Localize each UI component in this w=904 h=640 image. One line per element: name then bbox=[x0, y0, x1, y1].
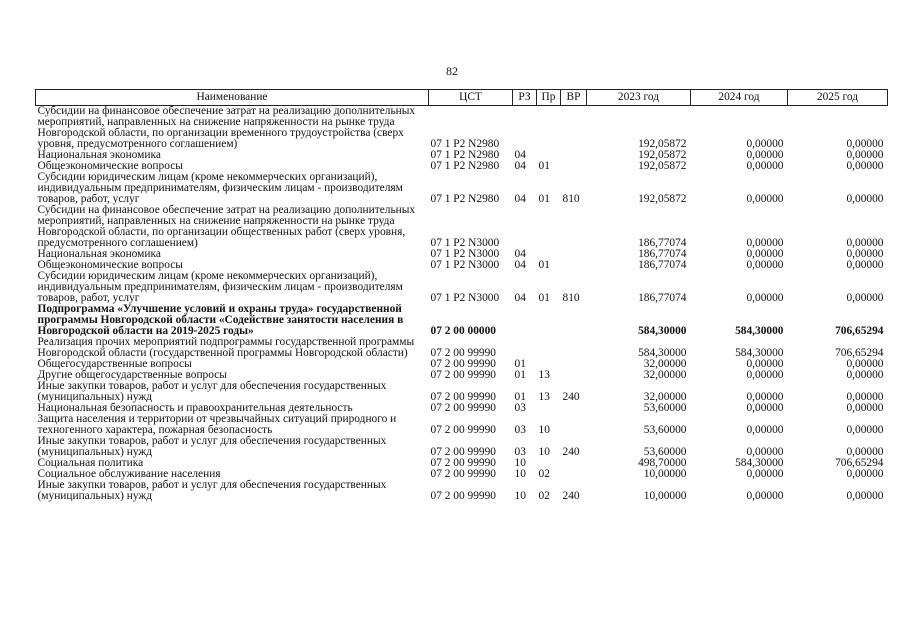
cell-cst: 07 2 00 99990 bbox=[430, 358, 496, 370]
cell-vr bbox=[561, 106, 587, 151]
cell-cst: 07 2 00 00000 bbox=[430, 325, 496, 337]
cell-cst: 07 2 00 99990 bbox=[430, 424, 496, 436]
cell-pr: 01 bbox=[538, 160, 550, 172]
cell-name: Субсидии на финансовое обеспечение затрат на реализацию дополнительных мероприятий, направленных на снижение напряженности на рынке труда Новгородской области, по организации общественных работ (сверх уровня, предусмотренного соглашением) bbox=[37, 204, 416, 249]
cell-cst: 07 1 Р2 N2980 bbox=[430, 160, 500, 172]
cell-2023: 186,77074 bbox=[638, 292, 687, 304]
cell-vr bbox=[561, 370, 587, 381]
cell-2024: 0,00000 bbox=[746, 446, 784, 458]
cell-vr bbox=[561, 150, 587, 161]
cell-cst: 07 2 00 99990 bbox=[430, 369, 496, 381]
cell-pr bbox=[537, 403, 561, 414]
cell-2025: 706,65294 bbox=[835, 457, 884, 469]
cell-pr bbox=[537, 205, 561, 249]
cell-vr bbox=[561, 403, 587, 414]
cell-pr bbox=[537, 304, 561, 337]
cell-name: Другие общегосударственные вопросы bbox=[37, 369, 227, 381]
cell-cst: 07 2 00 99990 bbox=[430, 347, 496, 359]
cell-name: Национальная безопасность и правоохранительная деятельность bbox=[37, 402, 353, 414]
cell-2024: 0,00000 bbox=[746, 490, 784, 502]
cell-vr: 240 bbox=[562, 446, 580, 458]
header-2024: 2024 год bbox=[691, 90, 788, 106]
cell-name: Иные закупки товаров, работ и услуг для обеспечения государственных (муниципальных) нужд bbox=[37, 479, 387, 502]
cell-2023: 192,05872 bbox=[638, 149, 687, 161]
cell-cst: 07 1 Р2 N3000 bbox=[430, 237, 500, 249]
cell-cst: 07 2 00 99990 bbox=[430, 446, 496, 458]
cell-vr: 810 bbox=[562, 193, 580, 205]
cell-vr: 240 bbox=[562, 490, 580, 502]
cell-cst: 07 1 Р2 N3000 bbox=[430, 292, 500, 304]
cell-2024: 0,00000 bbox=[746, 237, 784, 249]
cell-2023: 32,00000 bbox=[643, 391, 687, 403]
cell-2023: 53,60000 bbox=[643, 424, 687, 436]
table-row bbox=[36, 414, 888, 436]
cell-2024: 0,00000 bbox=[746, 402, 784, 414]
cell-2025: 0,00000 bbox=[846, 237, 884, 249]
cell-cst: 07 1 Р2 N2980 bbox=[430, 149, 500, 161]
cell-name: Социальное обслуживание населения bbox=[37, 468, 221, 480]
cell-cst: 07 1 Р2 N2980 bbox=[430, 193, 500, 205]
cell-2025: 0,00000 bbox=[846, 248, 884, 260]
cell-name: Реализация прочих мероприятий подпрограммы государственной программы Новгородской области (государственной программы Новгородской области) bbox=[37, 336, 415, 359]
cell-name: Иные закупки товаров, работ и услуг для обеспечения государственных (муниципальных) нужд bbox=[37, 380, 387, 403]
cell-2023: 192,05872 bbox=[638, 160, 687, 172]
cell-2023: 32,00000 bbox=[643, 358, 687, 370]
cell-vr: 240 bbox=[562, 391, 580, 403]
cell-name: Защита населения и территории от чрезвычайных ситуаций природного и техногенного характера, пожарная безопасность bbox=[37, 413, 397, 436]
cell-2023: 186,77074 bbox=[638, 248, 687, 260]
cell-2023: 10,00000 bbox=[643, 490, 687, 502]
cell-cst: 07 2 00 99990 bbox=[430, 457, 496, 469]
cell-vr bbox=[561, 260, 587, 271]
cell-2025: 0,00000 bbox=[846, 292, 884, 304]
table-body bbox=[36, 106, 888, 503]
cell-2024: 0,00000 bbox=[746, 358, 784, 370]
table-header-row bbox=[36, 90, 888, 106]
cell-2023: 53,60000 bbox=[643, 402, 687, 414]
cell-pr: 10 bbox=[538, 446, 550, 458]
cell-2023: 192,05872 bbox=[638, 193, 687, 205]
cell-rz bbox=[513, 304, 537, 337]
cell-2025: 706,65294 bbox=[835, 325, 884, 337]
cell-name: Общеэкономические вопросы bbox=[37, 160, 183, 172]
cell-2024: 0,00000 bbox=[746, 391, 784, 403]
cell-name: Национальная экономика bbox=[37, 248, 161, 260]
cell-name: Социальная политика bbox=[37, 457, 144, 469]
table-row bbox=[36, 205, 888, 249]
cell-2023: 186,77074 bbox=[638, 237, 687, 249]
cell-rz bbox=[513, 337, 537, 359]
cell-name: Национальная экономика bbox=[37, 149, 161, 161]
cell-pr: 10 bbox=[538, 424, 550, 436]
table-row bbox=[36, 304, 888, 337]
cell-2025: 0,00000 bbox=[846, 138, 884, 150]
cell-pr: 01 bbox=[538, 259, 550, 271]
cell-rz: 10 bbox=[514, 457, 526, 469]
cell-rz: 04 bbox=[514, 193, 526, 205]
cell-2023: 10,00000 bbox=[643, 468, 687, 480]
cell-2025: 0,00000 bbox=[846, 446, 884, 458]
cell-pr bbox=[537, 106, 561, 151]
cell-cst: 07 1 Р2 N3000 bbox=[430, 259, 500, 271]
cell-rz: 04 bbox=[514, 160, 526, 172]
cell-name: Подпрограмма «Улучшение условий и охраны труда» государственной программы Новгородской области «Содействие занятости населения в Новгородской области на 2019-2025 годы» bbox=[37, 303, 404, 337]
cell-2024: 0,00000 bbox=[746, 138, 784, 150]
cell-vr bbox=[561, 337, 587, 359]
cell-2025: 0,00000 bbox=[846, 149, 884, 161]
cell-2025: 0,00000 bbox=[846, 358, 884, 370]
cell-2025: 0,00000 bbox=[846, 490, 884, 502]
table-row bbox=[36, 337, 888, 359]
cell-rz: 04 bbox=[514, 292, 526, 304]
page-number: 82 bbox=[446, 64, 458, 78]
cell-vr bbox=[561, 205, 587, 249]
header-name: Наименование bbox=[36, 90, 429, 106]
header-2023: 2023 год bbox=[587, 90, 691, 106]
cell-vr bbox=[561, 458, 587, 469]
cell-2025: 0,00000 bbox=[846, 424, 884, 436]
cell-rz: 01 bbox=[514, 369, 526, 381]
cell-cst: 07 2 00 99990 bbox=[430, 391, 496, 403]
cell-2024: 0,00000 bbox=[746, 468, 784, 480]
cell-vr bbox=[561, 249, 587, 260]
header-vr: ВР bbox=[561, 90, 587, 106]
cell-cst: 07 2 00 99990 bbox=[430, 402, 496, 414]
cell-cst: 07 1 Р2 N2980 bbox=[430, 138, 500, 150]
cell-2024: 0,00000 bbox=[746, 369, 784, 381]
cell-2023: 498,70000 bbox=[638, 457, 687, 469]
cell-2025: 0,00000 bbox=[846, 391, 884, 403]
cell-2025: 706,65294 bbox=[835, 347, 884, 359]
cell-2024: 584,30000 bbox=[735, 325, 784, 337]
cell-2023: 32,00000 bbox=[643, 369, 687, 381]
cell-cst: 07 2 00 99990 bbox=[430, 490, 496, 502]
header-rz: РЗ bbox=[513, 90, 537, 106]
cell-2025: 0,00000 bbox=[846, 160, 884, 172]
cell-2024: 0,00000 bbox=[746, 292, 784, 304]
cell-2024: 584,30000 bbox=[735, 347, 784, 359]
table-row bbox=[36, 436, 888, 458]
cell-vr bbox=[561, 359, 587, 370]
cell-2025: 0,00000 bbox=[846, 468, 884, 480]
cell-pr: 02 bbox=[538, 490, 550, 502]
cell-2025: 0,00000 bbox=[846, 259, 884, 271]
cell-2025: 0,00000 bbox=[846, 193, 884, 205]
cell-rz: 01 bbox=[514, 391, 526, 403]
cell-2024: 0,00000 bbox=[746, 259, 784, 271]
cell-2023: 192,05872 bbox=[638, 138, 687, 150]
cell-2025: 0,00000 bbox=[846, 402, 884, 414]
cell-2024: 0,00000 bbox=[746, 160, 784, 172]
cell-rz: 04 bbox=[514, 248, 526, 260]
cell-rz: 03 bbox=[514, 402, 526, 414]
cell-name: Субсидии юридическим лицам (кроме некоммерческих организаций), индивидуальным предпринимателям, физическим лицам - производителям товаров, работ, услуг bbox=[37, 171, 403, 205]
cell-vr bbox=[561, 304, 587, 337]
cell-2024: 0,00000 bbox=[746, 193, 784, 205]
cell-pr: 01 bbox=[538, 292, 550, 304]
table-row bbox=[36, 271, 888, 304]
cell-2025: 0,00000 bbox=[846, 369, 884, 381]
cell-pr: 13 bbox=[538, 391, 550, 403]
cell-cst: 07 1 Р2 N3000 bbox=[430, 248, 500, 260]
table-row bbox=[36, 480, 888, 502]
table-row bbox=[36, 172, 888, 205]
table-row bbox=[36, 106, 888, 151]
cell-name: Общегосударственные вопросы bbox=[37, 358, 192, 370]
cell-2023: 53,60000 bbox=[643, 446, 687, 458]
cell-2024: 584,30000 bbox=[735, 457, 784, 469]
cell-2024: 0,00000 bbox=[746, 424, 784, 436]
cell-pr bbox=[537, 337, 561, 359]
cell-rz: 03 bbox=[514, 424, 526, 436]
table-row bbox=[36, 381, 888, 403]
cell-name: Субсидии на финансовое обеспечение затрат на реализацию дополнительных мероприятий, направленных на снижение напряженности на рынке труда Новгородской области, по организации временного трудоустройства (сверх уровня, предусмотренного соглашением) bbox=[37, 105, 416, 150]
cell-rz: 04 bbox=[514, 149, 526, 161]
header-pr: Пр bbox=[537, 90, 561, 106]
cell-2023: 584,30000 bbox=[638, 347, 687, 359]
cell-name: Общеэкономические вопросы bbox=[37, 259, 183, 271]
cell-vr: 810 bbox=[562, 292, 580, 304]
cell-rz bbox=[513, 106, 537, 151]
cell-vr bbox=[561, 414, 587, 436]
cell-pr: 01 bbox=[538, 193, 550, 205]
cell-pr: 13 bbox=[538, 369, 550, 381]
header-2025: 2025 год bbox=[788, 90, 888, 106]
cell-2024: 0,00000 bbox=[746, 149, 784, 161]
cell-rz: 01 bbox=[514, 358, 526, 370]
cell-vr bbox=[561, 161, 587, 172]
budget-table bbox=[35, 89, 888, 502]
header-cst: ЦСТ bbox=[429, 90, 513, 106]
cell-rz: 04 bbox=[514, 259, 526, 271]
cell-rz bbox=[513, 205, 537, 249]
cell-rz: 10 bbox=[514, 490, 526, 502]
cell-name: Субсидии юридическим лицам (кроме некоммерческих организаций), индивидуальным предпринимателям, физическим лицам - производителям товаров, работ, услуг bbox=[37, 270, 403, 304]
cell-rz: 03 bbox=[514, 446, 526, 458]
cell-2024: 0,00000 bbox=[746, 248, 784, 260]
cell-cst: 07 2 00 99990 bbox=[430, 468, 496, 480]
cell-vr bbox=[561, 469, 587, 480]
cell-2023: 186,77074 bbox=[638, 259, 687, 271]
cell-2023: 584,30000 bbox=[638, 325, 687, 337]
cell-pr: 02 bbox=[538, 468, 550, 480]
cell-name: Иные закупки товаров, работ и услуг для обеспечения государственных (муниципальных) нужд bbox=[37, 435, 387, 458]
cell-rz: 10 bbox=[514, 468, 526, 480]
